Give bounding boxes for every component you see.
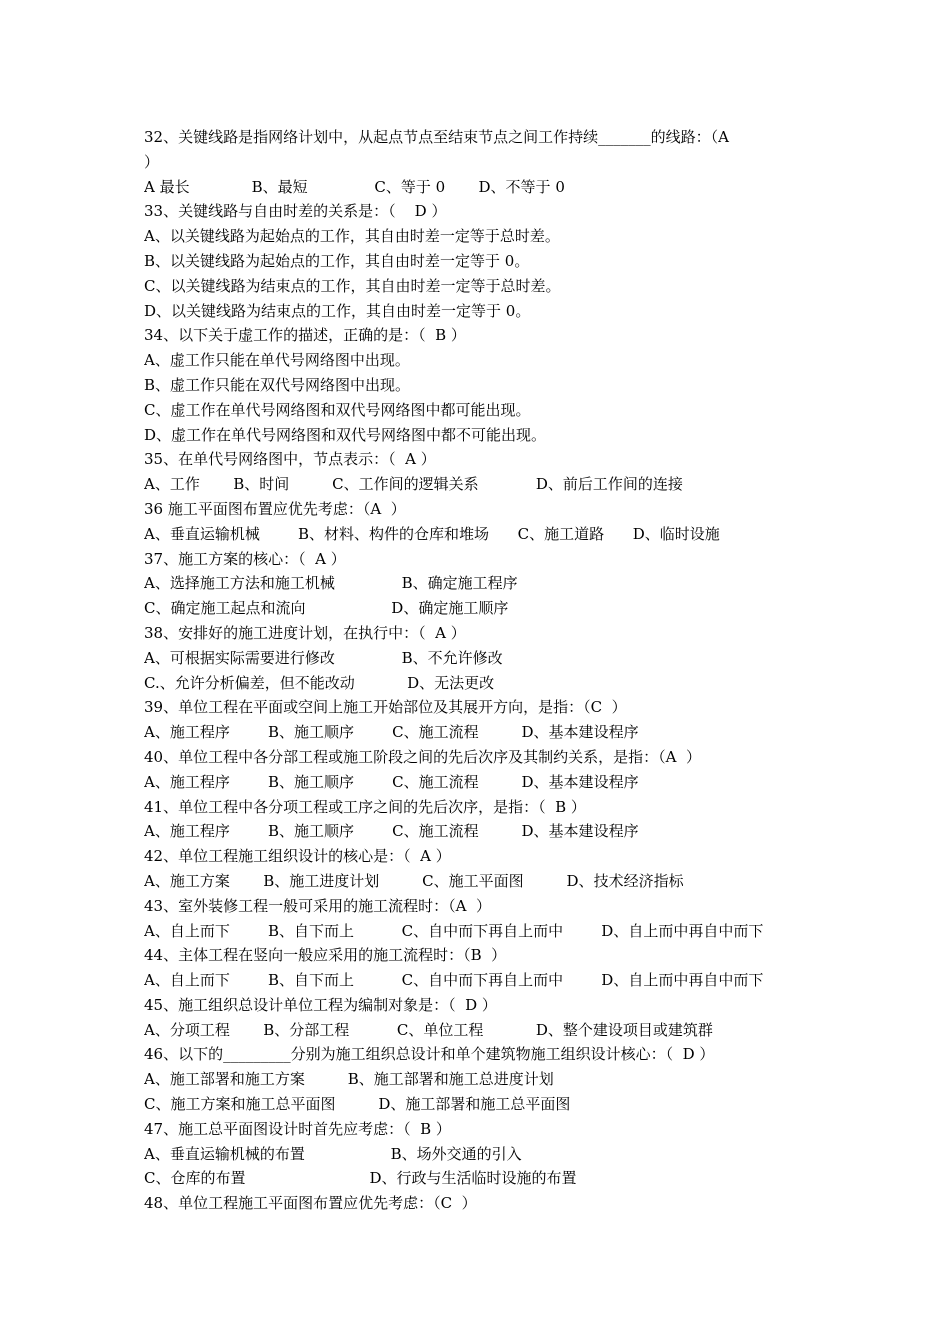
text-line: 36 施工平面图布置应优先考虑：（A ） (144, 499, 406, 518)
text-line: A、施工方案 B、施工进度计划 C、施工平面图 D、技术经济指标 (144, 871, 684, 890)
text-line: 46、以下的_________分别为施工组织总设计和单个建筑物施工组织设计核心：（ D ） (144, 1045, 715, 1064)
text-line: A 最长 B、最短 C、等于 0 D、不等于 0 (144, 177, 565, 196)
text-line: A、施工程序 B、施工顺序 C、施工流程 D、基本建设程序 (144, 822, 639, 841)
text-line: A、虚工作只能在单代号网络图中出现。 (144, 351, 410, 370)
text-line: C、虚工作在单代号网络图和双代号网络图中都可能出现。 (144, 400, 531, 419)
text-line: B、以关键线路为起始点的工作，其自由时差一定等于 0。 (144, 251, 530, 270)
text-line: B、虚工作只能在双代号网络图中出现。 (144, 375, 411, 394)
text-line: A、可根据实际需要进行修改 B、不允许修改 (144, 648, 503, 667)
text-line: A、以关键线路为起始点的工作，其自由时差一定等于总时差。 (144, 227, 560, 246)
text-line: 38、安排好的施工进度计划，在执行中：（ A ） (144, 623, 466, 642)
text-line: 41、单位工程中各分项工程或工序之间的先后次序，是指：（ B ） (144, 797, 586, 816)
text-line: 43、室外装修工程一般可采用的施工流程时：（A ） (144, 896, 491, 915)
text-line: 42、单位工程施工组织设计的核心是：（ A ） (144, 847, 451, 866)
text-line: 37、施工方案的核心：（ A ） (144, 549, 346, 568)
text-line: A、自上而下 B、自下而上 C、自中而下再自上而中 D、自上而中再自中而下 (144, 921, 764, 940)
document-body (144, 125, 824, 1216)
text-line: D、以关键线路为结束点的工作，其自由时差一定等于 0。 (144, 301, 531, 320)
text-line: C.、允许分析偏差，但不能改动 D、无法更改 (144, 673, 495, 692)
text-line: A、分项工程 B、分部工程 C、单位工程 D、整个建设项目或建筑群 (144, 1020, 713, 1039)
text-line: A、垂直运输机械的布置 B、场外交通的引入 (144, 1144, 522, 1163)
text-line: D、虚工作在单代号网络图和双代号网络图中都不可能出现。 (144, 425, 547, 444)
text-line: C、施工方案和施工总平面图 D、施工部署和施工总平面图 (144, 1095, 571, 1114)
text-line: A、施工部署和施工方案 B、施工部署和施工总进度计划 (144, 1070, 554, 1089)
text-line: 44、主体工程在竖向一般应采用的施工流程时：（B ） (144, 946, 507, 965)
text-line: A、工作 B、时间 C、工作间的逻辑关系 D、前后工作间的连接 (144, 475, 683, 494)
text-line: 33、关键线路与自由时差的关系是：（ D ） (144, 202, 447, 221)
text-line: ） (144, 152, 160, 171)
text-line: 35、在单代号网络图中，节点表示：（ A ） (144, 450, 436, 469)
text-line: 39、单位工程在平面或空间上施工开始部位及其展开方向，是指：（C ） (144, 698, 627, 717)
text-line: 48、单位工程施工平面图布置应优先考虑：（C ） (144, 1194, 477, 1213)
text-line: 32、关键线路是指网络计划中，从起点节点至结束节点之间工作持续_______的线路：（A (144, 128, 729, 146)
text-line: 45、施工组织总设计单位工程为编制对象是：（ D ） (144, 995, 497, 1014)
text-line: C、仓库的布置 D、行政与生活临时设施的布置 (144, 1169, 577, 1188)
text-line: 40、单位工程中各分部工程或施工阶段之间的先后次序及其制约关系，是指：（A ） (144, 747, 701, 766)
text-line: A、施工程序 B、施工顺序 C、施工流程 D、基本建设程序 (144, 772, 639, 791)
text-line: 34、以下关于虚工作的描述，正确的是：（ B ） (144, 326, 466, 345)
text-line: 47、施工总平面图设计时首先应考虑：（ B ） (144, 1119, 451, 1138)
text-line: C、以关键线路为结束点的工作，其自由时差一定等于总时差。 (144, 276, 561, 295)
text-line: C、确定施工起点和流向 D、确定施工顺序 (144, 599, 509, 618)
text-line: A、自上而下 B、自下而上 C、自中而下再自上而中 D、自上而中再自中而下 (144, 971, 764, 990)
text-line: A、选择施工方法和施工机械 B、确定施工程序 (144, 574, 518, 593)
text-line: A、垂直运输机械 B、材料、构件的仓库和堆场 C、施工道路 D、临时设施 (144, 524, 720, 543)
text-line: A、施工程序 B、施工顺序 C、施工流程 D、基本建设程序 (144, 723, 639, 742)
